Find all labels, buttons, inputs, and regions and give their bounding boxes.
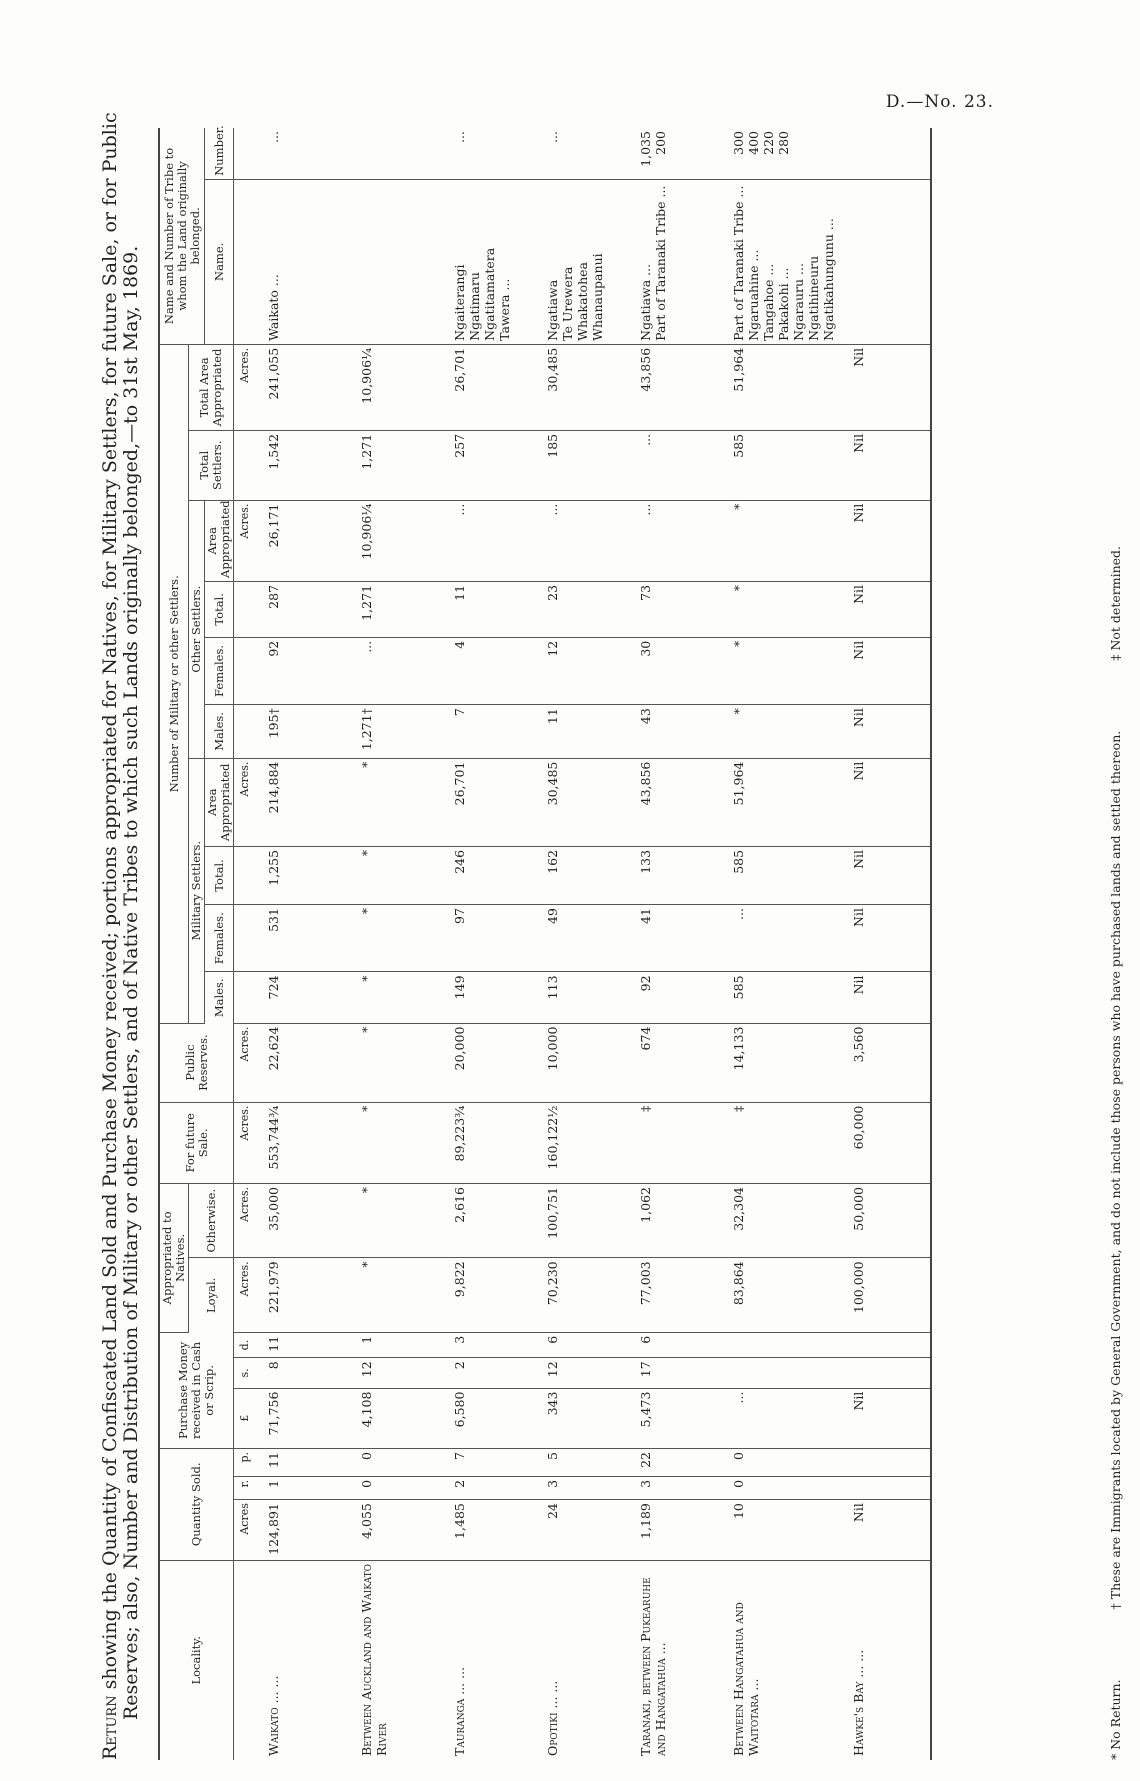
mil-males-header: Males.: [205, 972, 234, 1023]
cell-future: 160,122½: [531, 1102, 624, 1183]
cell-oth-f: 12: [531, 637, 624, 704]
cell-tot-area: 51,964: [717, 344, 837, 430]
cell-oth-area: ...: [624, 500, 717, 581]
tribe-name: Ngatikahungunu ...: [821, 218, 836, 341]
tribe-name: Part of Taranaki Tribe ...: [731, 185, 746, 341]
cell-mil-m: 724: [252, 972, 345, 1023]
tribe-numbers-cell: [624, 128, 717, 179]
cell-acres: 10: [717, 1500, 837, 1560]
title-line-2: Reserves; also, Number and Distribution of Military or other Settlers, and of Native Tribes to which such Lands originally belonged,—to 31st May, 1869.: [120, 245, 142, 1720]
unit-reserves: Acres.: [234, 1023, 253, 1102]
cell-mil-f: 531: [252, 905, 345, 972]
tribe-number: 200: [653, 131, 668, 155]
number-settlers-header: Number of Military or other Settlers.: [159, 344, 189, 1023]
rotated-return-table: [100, 100, 1140, 1760]
table-row: [438, 128, 531, 1760]
cell-p: 22: [624, 1449, 717, 1477]
table-body: [234, 128, 932, 1760]
cell-mil-t: 133: [624, 846, 717, 904]
cell-mil-t: 1,255: [252, 846, 345, 904]
locality-header: Locality.: [159, 1560, 234, 1760]
cell-oth-t: 1,271: [345, 581, 438, 637]
cell-future: 60,000: [837, 1102, 931, 1183]
tribe-name: Ngatitamatera: [482, 247, 497, 341]
tribe-name: Whakatohea: [575, 262, 590, 341]
tribe-names-cell: [837, 179, 931, 344]
cell-acres: 24: [531, 1500, 624, 1560]
cell-tot-area: 10,906¼: [345, 344, 438, 430]
cell-mil-f: 97: [438, 905, 531, 972]
locality-leader: ...: [746, 1678, 761, 1695]
cell-d: [717, 1332, 837, 1358]
tribe-name: Ngatiawa ...: [638, 263, 653, 341]
cell-oth-t: Nil: [837, 581, 931, 637]
cell-reserves: 14,133: [717, 1023, 837, 1102]
tribe-names-cell: [252, 179, 345, 344]
locality-name: Tauranga: [452, 1698, 467, 1756]
cell-reserves: 10,000: [531, 1023, 624, 1102]
cell-oth-m: 7: [438, 705, 531, 758]
cell-oth-f: Nil: [837, 637, 931, 704]
locality-leader: ...: [653, 1642, 668, 1659]
loyal-header: Loyal.: [189, 1258, 234, 1332]
cell-oth-t: *: [717, 581, 837, 637]
cell-s: 12: [345, 1358, 438, 1388]
table-row: [837, 128, 931, 1760]
tribe-name: Part of Taranaki Tribe ...: [653, 185, 668, 341]
cell-oth-m: 195†: [252, 705, 345, 758]
cell-loyal: 70,230: [531, 1258, 624, 1332]
tribe-name: Ngatiawa: [545, 279, 560, 341]
locality-cell: [717, 1560, 837, 1760]
cell-tot-settlers: 1,271: [345, 430, 438, 500]
cell-r: 1: [252, 1476, 345, 1499]
cell-tot-area: 43,856: [624, 344, 717, 430]
table-row: [624, 128, 717, 1760]
locality-cell: [624, 1560, 717, 1760]
units-row: [234, 128, 253, 1760]
cell-otherwise: 32,304: [717, 1183, 837, 1257]
unit-loyal: Acres.: [234, 1258, 253, 1332]
cell-oth-t: 287: [252, 581, 345, 637]
cell-reserves: *: [345, 1023, 438, 1102]
locality-name: Hawke's Bay: [851, 1681, 866, 1756]
cell-mil-area: *: [345, 758, 438, 846]
cell-pounds: 71,756: [252, 1388, 345, 1448]
cell-mil-m: 149: [438, 972, 531, 1023]
tribe-numbers-cell: [837, 128, 931, 179]
tribe-name: Ngaruahine ...: [746, 249, 761, 341]
cell-future: ‡: [717, 1102, 837, 1183]
cell-oth-area: ...: [531, 500, 624, 581]
cell-future: *: [345, 1102, 438, 1183]
locality-leader: ... ...: [545, 1680, 560, 1713]
cell-mil-f: 49: [531, 905, 624, 972]
cell-mil-m: 585: [717, 972, 837, 1023]
cell-loyal: 221,979: [252, 1258, 345, 1332]
cell-tot-area: 30,485: [531, 344, 624, 430]
locality-leader: ... ...: [452, 1666, 467, 1699]
unit-r: r.: [234, 1476, 253, 1499]
cell-r: 0: [717, 1476, 837, 1499]
footnote-no-return: * No Return.: [1108, 1679, 1123, 1760]
cell-mil-area: Nil: [837, 758, 931, 846]
cell-mil-t: 162: [531, 846, 624, 904]
cell-otherwise: 35,000: [252, 1183, 345, 1257]
cell-oth-f: 4: [438, 637, 531, 704]
cell-d: 1: [345, 1332, 438, 1358]
cell-mil-m: Nil: [837, 972, 931, 1023]
unit-pounds: £: [234, 1388, 253, 1448]
tribe-number: 220: [761, 131, 776, 155]
cell-p: 5: [531, 1449, 624, 1477]
locality-cell: [837, 1560, 931, 1760]
locality-name: Between Auckland and Waikato River: [359, 1564, 389, 1756]
cell-mil-t: *: [345, 846, 438, 904]
cell-s: 8: [252, 1358, 345, 1388]
cell-p: 0: [345, 1449, 438, 1477]
cell-oth-t: 11: [438, 581, 531, 637]
unit-total-area: Acres.: [234, 344, 253, 430]
cell-r: 0: [345, 1476, 438, 1499]
cell-oth-m: 11: [531, 705, 624, 758]
cell-reserves: 22,624: [252, 1023, 345, 1102]
cell-pounds: Nil: [837, 1388, 931, 1448]
cell-mil-t: Nil: [837, 846, 931, 904]
total-settlers-header: Total Settlers.: [189, 430, 234, 500]
tribe-number: ...: [452, 131, 467, 143]
locality-name: Taranaki, between Pukearuhe and Hangatahua: [638, 1577, 668, 1756]
unit-mil-area: Acres.: [234, 758, 253, 846]
cell-mil-f: 41: [624, 905, 717, 972]
cell-r: 2: [438, 1476, 531, 1499]
table-row: [345, 128, 438, 1760]
cell-pounds: ...: [717, 1388, 837, 1448]
tribe-name: Ngatihineuru: [806, 255, 821, 341]
unit-d: d.: [234, 1332, 253, 1358]
cell-mil-area: 26,701: [438, 758, 531, 846]
cell-oth-f: 30: [624, 637, 717, 704]
cell-p: 7: [438, 1449, 531, 1477]
tribe-name: Ngaiterangi: [452, 264, 467, 341]
cell-oth-t: 23: [531, 581, 624, 637]
cell-p: [837, 1449, 931, 1477]
cell-mil-f: *: [345, 905, 438, 972]
cell-tot-settlers: 1,542: [252, 430, 345, 500]
cell-future: 89,223¾: [438, 1102, 531, 1183]
unit-future: Acres.: [234, 1102, 253, 1183]
cell-pounds: 6,580: [438, 1388, 531, 1448]
cell-acres: 4,055: [345, 1500, 438, 1560]
cell-mil-f: Nil: [837, 905, 931, 972]
tribe-number-header: Number.: [205, 128, 234, 179]
tribe-number: 300: [731, 131, 746, 155]
mil-females-header: Females.: [205, 905, 234, 972]
tribe-number: ...: [266, 131, 281, 143]
oth-females-header: Females.: [205, 637, 234, 704]
locality-name: Opotiki: [545, 1712, 560, 1756]
cell-r: 3: [531, 1476, 624, 1499]
document-title: [100, 100, 142, 1760]
tribe-header: Name and Number of Tribe to whom the Land originally belonged.: [159, 128, 205, 344]
return-table: [158, 125, 932, 1760]
cell-oth-f: ...: [345, 637, 438, 704]
purchase-money-header: Purchase Money received in Cash or Scrip.: [159, 1332, 234, 1448]
cell-otherwise: 2,616: [438, 1183, 531, 1257]
mil-total-header: Total.: [205, 846, 234, 904]
tribe-names-cell: [531, 179, 624, 344]
cell-oth-area: 26,171: [252, 500, 345, 581]
cell-oth-f: *: [717, 637, 837, 704]
tribe-numbers-cell: [252, 128, 345, 179]
cell-tot-area: 241,055: [252, 344, 345, 430]
oth-total-header: Total.: [205, 581, 234, 637]
mil-area-header: Area Appropriated: [205, 758, 234, 846]
tribe-numbers-cell: [717, 128, 837, 179]
cell-s: 17: [624, 1358, 717, 1388]
tribe-number: ...: [545, 131, 560, 143]
cell-d: 6: [624, 1332, 717, 1358]
cell-tot-settlers: 585: [717, 430, 837, 500]
cell-s: 2: [438, 1358, 531, 1388]
cell-mil-area: 30,485: [531, 758, 624, 846]
cell-oth-t: 73: [624, 581, 717, 637]
cell-r: [837, 1476, 931, 1499]
future-sale-header: For future Sale.: [159, 1102, 234, 1183]
cell-mil-m: 113: [531, 972, 624, 1023]
cell-otherwise: 1,062: [624, 1183, 717, 1257]
cell-otherwise: *: [345, 1183, 438, 1257]
other-settlers-header: Other Settlers.: [189, 500, 205, 758]
tribe-name: Whanaupanui: [590, 253, 605, 341]
cell-oth-m: 1,271†: [345, 705, 438, 758]
cell-tot-area: Nil: [837, 344, 931, 430]
unit-otherwise: Acres.: [234, 1183, 253, 1257]
oth-area-header: Area Appropriated: [205, 500, 234, 581]
cell-tot-area: 26,701: [438, 344, 531, 430]
cell-oth-area: Nil: [837, 500, 931, 581]
table-row: [717, 128, 837, 1760]
footnote-immigrants: † These are Immigrants located by General Government, and do not include those persons who have purchased lands and settled thereon.: [1108, 730, 1123, 1610]
tribe-names-cell: [438, 179, 531, 344]
cell-d: 6: [531, 1332, 624, 1358]
total-area-header: Total Area Appropriated: [189, 344, 234, 430]
tribe-name: Tawera ...: [497, 278, 512, 341]
tribe-numbers-cell: [345, 128, 438, 179]
tribe-name: Waikato ...: [266, 274, 281, 341]
unit-p: p.: [234, 1449, 253, 1477]
cell-oth-f: 92: [252, 637, 345, 704]
cell-oth-area: *: [717, 500, 837, 581]
cell-reserves: 3,560: [837, 1023, 931, 1102]
tribe-name: Te Urewera: [560, 266, 575, 341]
cell-loyal: 9,822: [438, 1258, 531, 1332]
cell-loyal: 77,003: [624, 1258, 717, 1332]
locality-name: Waikato: [266, 1707, 281, 1756]
cell-tot-settlers: Nil: [837, 430, 931, 500]
cell-mil-area: 43,856: [624, 758, 717, 846]
tribe-numbers-cell: [438, 128, 531, 179]
cell-reserves: 20,000: [438, 1023, 531, 1102]
cell-mil-t: 585: [717, 846, 837, 904]
military-settlers-header: Military Settlers.: [189, 758, 205, 1023]
cell-future: 553,744¾: [252, 1102, 345, 1183]
locality-cell: [345, 1560, 438, 1760]
title-lead: Return: [99, 1695, 121, 1760]
cell-oth-m: *: [717, 705, 837, 758]
footnotes: [1108, 128, 1123, 1760]
cell-otherwise: 50,000: [837, 1183, 931, 1257]
cell-mil-t: 246: [438, 846, 531, 904]
cell-mil-area: 51,964: [717, 758, 837, 846]
footnote-not-determined: ‡ Not determined.: [1108, 546, 1123, 661]
tribe-numbers-cell: [531, 128, 624, 179]
cell-oth-area: ...: [438, 500, 531, 581]
cell-d: [837, 1332, 931, 1358]
cell-pounds: 4,108: [345, 1388, 438, 1448]
cell-acres: 1,189: [624, 1500, 717, 1560]
oth-males-header: Males.: [205, 705, 234, 758]
cell-oth-m: Nil: [837, 705, 931, 758]
cell-s: 12: [531, 1358, 624, 1388]
title-line-1: showing the Quantity of Confiscated Land Sold and Purchase Money received; portions appropriated for Natives, for Military Settlers, for future Sale, or for Public: [99, 112, 121, 1696]
locality-cell: [252, 1560, 345, 1760]
locality-leader: ... ...: [266, 1675, 281, 1708]
cell-oth-m: 43: [624, 705, 717, 758]
tribe-name: Pakakohi ...: [776, 267, 791, 341]
tribe-number: 1,035: [638, 131, 653, 167]
tribe-names-cell: [624, 179, 717, 344]
cell-tot-settlers: 257: [438, 430, 531, 500]
unit-s: s.: [234, 1358, 253, 1388]
cell-mil-m: *: [345, 972, 438, 1023]
tribe-name: Ngatimaru: [467, 272, 482, 341]
quantity-sold-header: Quantity Sold.: [159, 1449, 234, 1561]
cell-mil-m: 92: [624, 972, 717, 1023]
cell-oth-area: 10,906¼: [345, 500, 438, 581]
tribe-name-header: Name.: [205, 179, 234, 344]
tribe-names-cell: [717, 179, 837, 344]
tribe-number: 400: [746, 131, 761, 155]
unit-oth-area: Acres.: [234, 500, 253, 581]
cell-s: [717, 1358, 837, 1388]
cell-acres: Nil: [837, 1500, 931, 1560]
cell-d: 11: [252, 1332, 345, 1358]
cell-mil-area: 214,884: [252, 758, 345, 846]
cell-pounds: 343: [531, 1388, 624, 1448]
cell-p: 11: [252, 1449, 345, 1477]
cell-otherwise: 100,751: [531, 1183, 624, 1257]
cell-loyal: 83,864: [717, 1258, 837, 1332]
unit-acres: Acres: [234, 1500, 253, 1560]
cell-r: 3: [624, 1476, 717, 1499]
cell-acres: 124,891: [252, 1500, 345, 1560]
cell-loyal: 100,000: [837, 1258, 931, 1332]
cell-reserves: 674: [624, 1023, 717, 1102]
cell-tot-settlers: 185: [531, 430, 624, 500]
tribe-number: 280: [776, 131, 791, 155]
otherwise-header: Otherwise.: [189, 1183, 234, 1257]
cell-mil-f: ...: [717, 905, 837, 972]
tribe-name: Tangahoe ...: [761, 263, 776, 341]
tribe-names-cell: [345, 179, 438, 344]
cell-p: 0: [717, 1449, 837, 1477]
table-row: [531, 128, 624, 1760]
cell-tot-settlers: ...: [624, 430, 717, 500]
tribe-name: Ngarauru ...: [791, 263, 806, 341]
locality-cell: [438, 1560, 531, 1760]
locality-cell: [531, 1560, 624, 1760]
locality-leader: ... ...: [851, 1649, 866, 1682]
page-identifier: D.—No. 23.: [885, 92, 994, 112]
table-row: [252, 128, 345, 1760]
appropriated-header: Appropriated to Natives.: [159, 1183, 189, 1332]
cell-s: [837, 1358, 931, 1388]
cell-acres: 1,485: [438, 1500, 531, 1560]
cell-d: 3: [438, 1332, 531, 1358]
public-reserves-header: Public Reserves.: [159, 1023, 234, 1102]
cell-pounds: 5,473: [624, 1388, 717, 1448]
cell-loyal: *: [345, 1258, 438, 1332]
locality-name: Between Hangatahua and Waitotara: [731, 1602, 761, 1756]
cell-future: ‡: [624, 1102, 717, 1183]
table-header: [159, 125, 234, 1760]
